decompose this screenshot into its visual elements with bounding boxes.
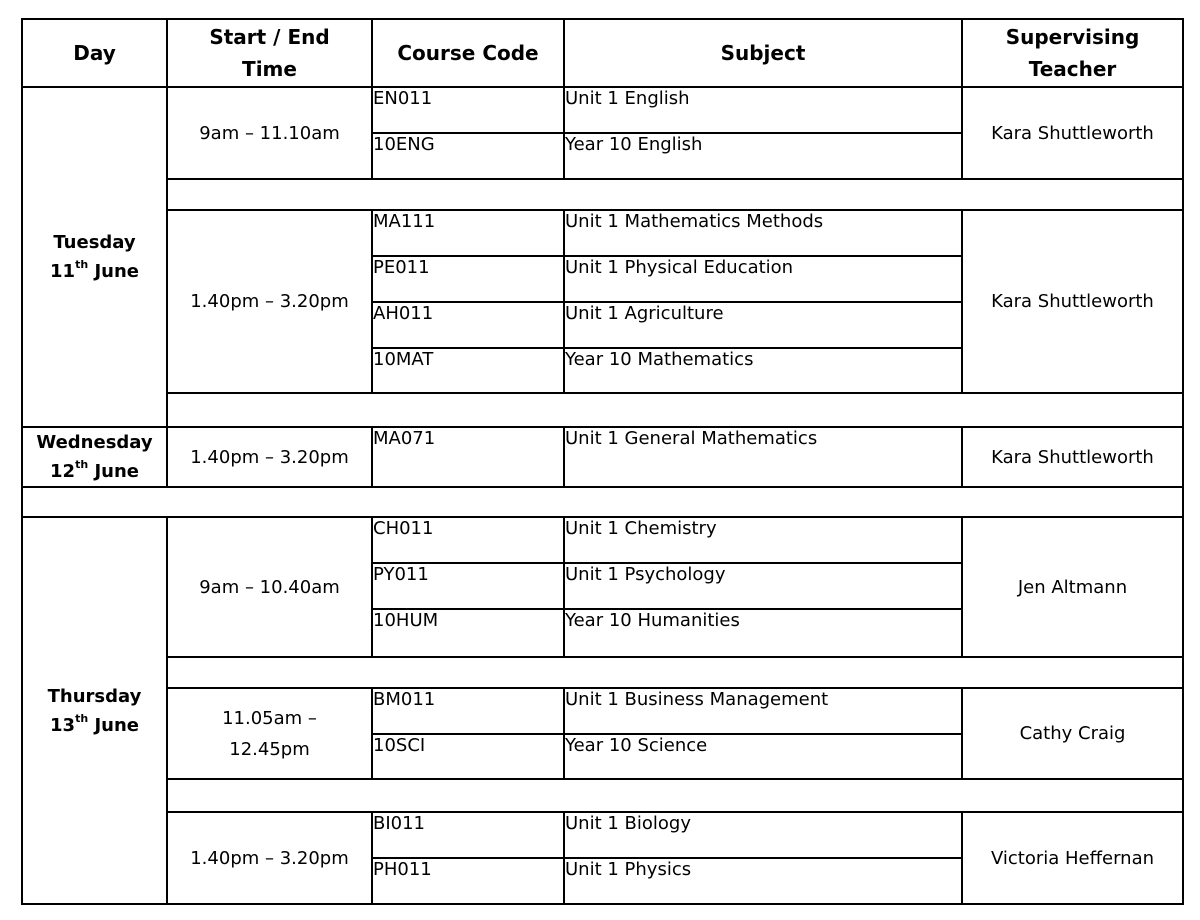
date-number: 11 xyxy=(50,261,76,282)
teacher-cell: Jen Altmann xyxy=(962,517,1183,657)
subject-cell: Year 10 Mathematics xyxy=(564,348,962,393)
day-spacer-row xyxy=(22,393,1183,427)
table-row xyxy=(22,517,1183,563)
teacher-cell: Cathy Craig xyxy=(962,688,1183,779)
day-gap xyxy=(22,487,1183,517)
day-date xyxy=(23,711,166,740)
teacher-cell: Kara Shuttleworth xyxy=(962,210,1183,393)
header-row xyxy=(22,19,1183,87)
spacer-row xyxy=(22,179,1183,210)
time-cell: 9am – 11.10am xyxy=(167,87,372,179)
day-gap xyxy=(167,393,1183,427)
subject-cell: Unit 1 Physical Education xyxy=(564,256,962,302)
course-code-cell: BI011 xyxy=(372,812,564,858)
header-time: Start / End Time xyxy=(167,19,372,87)
day-date xyxy=(23,457,166,486)
table-row xyxy=(22,812,1183,858)
course-code-cell: CH011 xyxy=(372,517,564,563)
date-month: June xyxy=(94,461,139,482)
date-month: June xyxy=(94,261,139,282)
course-code-cell: MA071 xyxy=(372,427,564,487)
time-cell: 11.05am – 12.45pm xyxy=(167,688,372,779)
subject-cell: Unit 1 General Mathematics xyxy=(564,427,962,487)
teacher-cell: Victoria Heffernan xyxy=(962,812,1183,904)
subject-cell: Unit 1 Mathematics Methods xyxy=(564,210,962,256)
subject-cell: Unit 1 English xyxy=(564,87,962,133)
date-suffix: th xyxy=(75,258,89,271)
session-gap xyxy=(167,779,1183,812)
course-code-cell: AH011 xyxy=(372,302,564,348)
date-suffix: th xyxy=(75,458,89,471)
course-code-cell: PH011 xyxy=(372,858,564,904)
table-row xyxy=(22,210,1183,256)
subject-cell: Unit 1 Chemistry xyxy=(564,517,962,563)
header-day: Day xyxy=(22,19,167,87)
date-suffix: th xyxy=(75,711,89,725)
course-code-cell: PE011 xyxy=(372,256,564,302)
subject-cell: Unit 1 Business Management xyxy=(564,688,962,734)
course-code-cell: MA111 xyxy=(372,210,564,256)
teacher-cell: Kara Shuttleworth xyxy=(962,427,1183,487)
day-spacer-row xyxy=(22,487,1183,517)
subject-cell: Year 10 Humanities xyxy=(564,609,962,657)
subject-cell: Year 10 Science xyxy=(564,734,962,779)
spacer-row xyxy=(22,657,1183,688)
time-cell: 1.40pm – 3.20pm xyxy=(167,427,372,487)
subject-cell: Unit 1 Psychology xyxy=(564,563,962,609)
day-name: Tuesday xyxy=(53,232,136,253)
day-cell-thursday xyxy=(22,517,167,904)
header-course-code: Course Code xyxy=(372,19,564,87)
course-code-cell: PY011 xyxy=(372,563,564,609)
date-number: 13 xyxy=(50,714,76,736)
date-month: June xyxy=(94,714,139,736)
time-cell: 1.40pm – 3.20pm xyxy=(167,812,372,904)
course-code-cell: 10HUM xyxy=(372,609,564,657)
date-number: 12 xyxy=(50,461,76,482)
day-name: Thursday xyxy=(47,685,142,707)
subject-cell: Unit 1 Biology xyxy=(564,812,962,858)
exam-schedule-table xyxy=(21,18,1184,905)
course-code-cell: 10SCI xyxy=(372,734,564,779)
day-date xyxy=(23,257,166,286)
session-gap xyxy=(167,657,1183,688)
teacher-cell: Kara Shuttleworth xyxy=(962,87,1183,179)
table-row xyxy=(22,87,1183,133)
subject-cell: Unit 1 Physics xyxy=(564,858,962,904)
course-code-cell: 10MAT xyxy=(372,348,564,393)
header-supervising-teacher: Supervising Teacher xyxy=(962,19,1183,87)
subject-cell: Year 10 English xyxy=(564,133,962,179)
day-name: Wednesday xyxy=(36,432,153,453)
table-row xyxy=(22,427,1183,487)
time-cell: 1.40pm – 3.20pm xyxy=(167,210,372,393)
header-subject: Subject xyxy=(564,19,962,87)
session-gap xyxy=(167,179,1183,210)
course-code-cell: BM011 xyxy=(372,688,564,734)
day-cell-wednesday xyxy=(22,427,167,487)
day-cell-tuesday xyxy=(22,87,167,427)
table-row xyxy=(22,688,1183,734)
course-code-cell: EN011 xyxy=(372,87,564,133)
subject-cell: Unit 1 Agriculture xyxy=(564,302,962,348)
spacer-row xyxy=(22,779,1183,812)
time-cell: 9am – 10.40am xyxy=(167,517,372,657)
course-code-cell: 10ENG xyxy=(372,133,564,179)
